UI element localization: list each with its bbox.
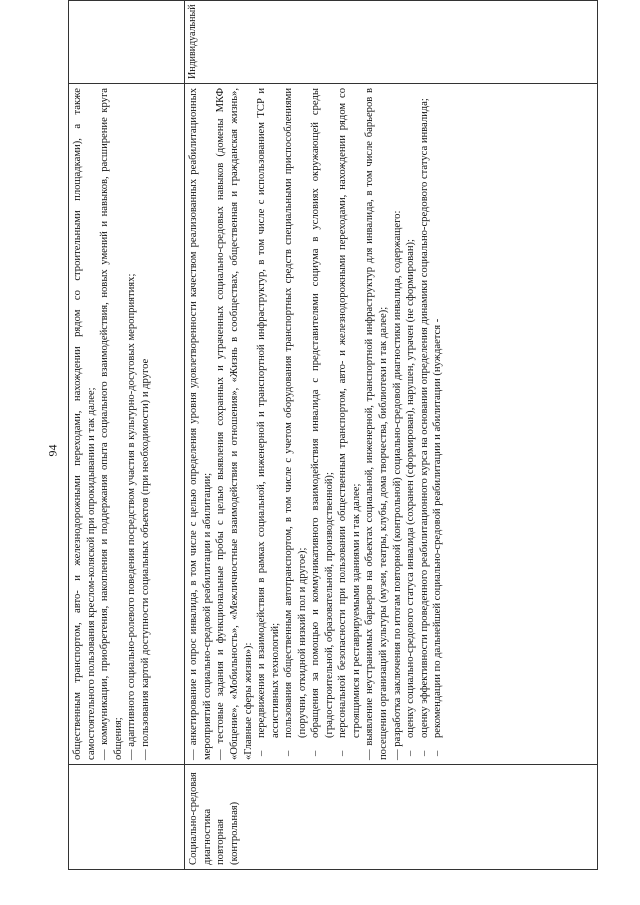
sub-item xyxy=(431,88,445,760)
sub-item xyxy=(282,88,309,760)
sub-item xyxy=(404,88,418,760)
text-line: — адаптивного социально-ролевого поведения посредством участия в культурно-досуговых мероприятиях; xyxy=(126,273,138,760)
table-row-continuation xyxy=(69,1,185,870)
text-line: — пользования картой доступности социальных объектов (при необходимости) и другое xyxy=(139,358,151,760)
methods-table xyxy=(68,0,598,870)
text-line: — разработка заключения по итогам повторной (контрольной) социально-средовой диагностики инвалида, содержащего: xyxy=(391,210,403,760)
sub-item-text: персональной безопасности при пользовании общественным транспортом, авто- и железнодорожными переходами, нахождении рядом со строящимися и реставрируемыми зданиями и так далее; xyxy=(337,88,362,738)
sub-item-text: рекомендации по дальнейшей социально-средовой реабилитации и абилитации (нуждается - xyxy=(432,318,444,738)
dash-marker: – xyxy=(418,750,430,756)
cell-form-empty xyxy=(69,1,185,84)
cell-content-main xyxy=(185,84,598,765)
dash-marker: – xyxy=(310,750,322,756)
dash-marker: – xyxy=(283,750,295,756)
dash-marker: – xyxy=(256,750,268,756)
sub-item xyxy=(255,88,282,760)
text-line: — анкетирование и опрос инвалида, в том числе с целью определения уровня удовлетворенности качеством реализованных реабилитационных мероприятий социально-средовой реабилитации и абилитации; xyxy=(188,88,213,760)
cell-content-continuation xyxy=(69,84,185,765)
sub-item-text: обращения за помощью и коммуникативного взаимодействия инвалида с представителями социума в условиях окружающей среды (градостроительной, образовательной, производственной); xyxy=(310,88,335,738)
sub-item xyxy=(309,88,336,760)
text-line: общественным транспортом, авто- и железнодорожными переходами, нахождении рядом со строительными площадками), а также самостоятельного пользования креслом-коляской при опрокидывании и так далее; xyxy=(72,88,97,760)
cell-stage-empty xyxy=(69,765,185,870)
dash-marker: – xyxy=(337,750,349,756)
cell-form-type: Индивидуальный xyxy=(185,1,598,84)
sub-item xyxy=(418,88,432,760)
sub-item xyxy=(336,88,363,760)
dash-marker: – xyxy=(405,750,417,756)
cell-stage-title: Социально-средовая диагностика повторная (контрольная) xyxy=(185,765,598,870)
rotated-table-container xyxy=(68,0,598,870)
text-line: — выявление неустранимых барьеров на объектах социальной, инженерной, транспортной инфраструктур для инвалида, в том числе барьеров в посещении организаций культуры (музеи, театры, клубы, дома творчества, библиотеки и так далее); xyxy=(364,88,390,760)
sub-item-text: оценку социально-средового статуса инвалида (сохранен (сформирован), нарушен, утрачен (не сформирован); xyxy=(405,239,417,738)
text-line: — тестовые задания и функциональные пробы с целью выявления сохранных и утраченных социально-средовых навыков (домены МКФ «Общение», «Мобильность», «Межличностные взаимодействия и отношения», «Жизнь в сообществах, общественная и гражданская жизнь», «Главные сферы жизни»): xyxy=(215,88,254,760)
page-number: 94 xyxy=(45,444,60,457)
sub-item-text: передвижения и взаимодействия в рамках социальной, инженерной и транспортной инфраструктур, в том числе с использованием ТСР и ассистивных технологий; xyxy=(256,88,281,738)
dash-marker: – xyxy=(432,750,444,756)
sub-item-text: оценку эффективности проведенного реабилитационного курса на основании определения динамики социально-средового статуса инвалида; xyxy=(418,98,430,738)
text-line: — коммуникации, приобретения, накопления и поддержания опыта социального взаимодействия, новых умений и навыков, расширение круга общения; xyxy=(99,88,124,760)
sub-item-text: пользования общественным автотранспортом, в том числе с учетом оборудования транспортных средств специальными приспособлениями (поручни, откидной низкий пол и другое); xyxy=(283,88,308,738)
table-row-diagnostics xyxy=(185,1,598,870)
